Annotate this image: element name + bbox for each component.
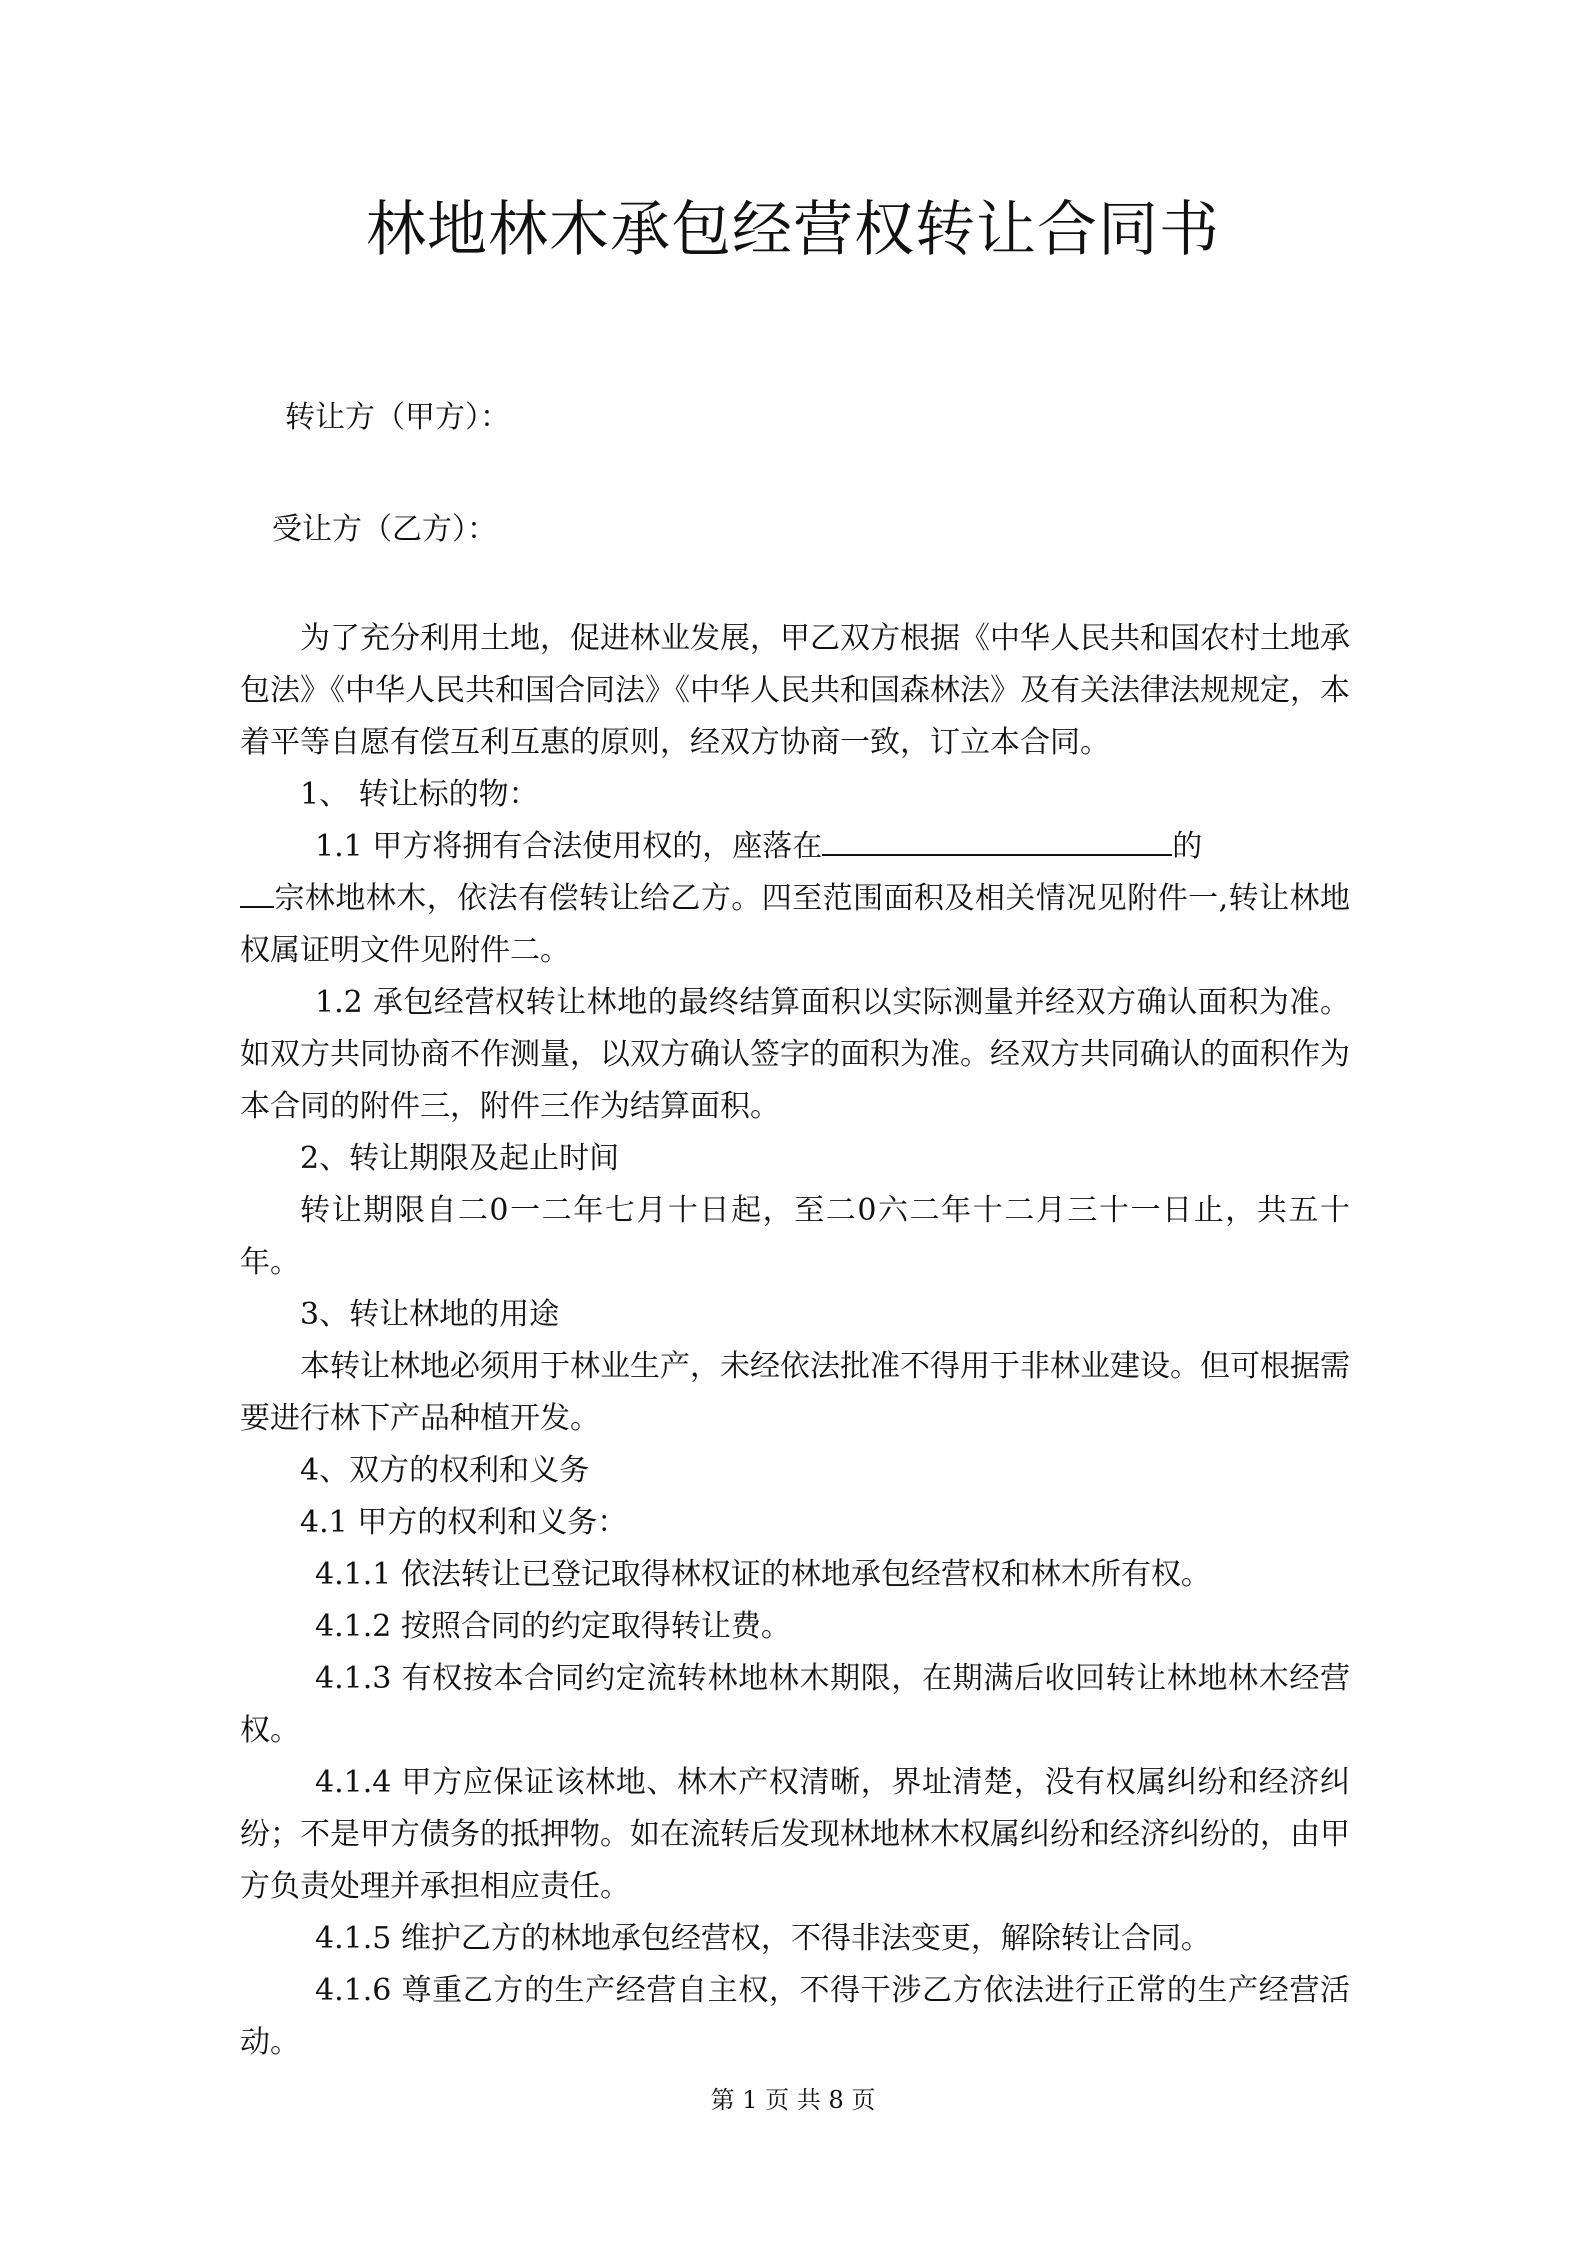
party-b-label: 受让方（乙方）：	[272, 512, 497, 547]
clause-4-1-6: 4.1.6 尊重乙方的生产经营自主权，不得干涉乙方依法进行正常的生产经营活动。	[240, 1973, 1350, 2060]
section-2-text: 转让期限自二0一二年七月十日起，至二0六二年十二月三十一日止，共五十年。	[240, 1193, 1350, 1280]
clause-1-2: 1.2 承包经营权转让林地的最终结算面积以实际测量并经双方确认面积为准。如双方共同协商不作测量，以双方确认签字的面积为准。经双方共同确认的面积作为本合同的附件三，附件三作为结算面积。	[240, 985, 1350, 1124]
clause-1-1	[240, 821, 1350, 977]
party-a-label: 转让方（甲方）：	[285, 400, 510, 435]
clause-1-1-text-a: 1.1 甲方将拥有合法使用权的，座落在	[315, 829, 823, 864]
section-4-heading: 4、双方的权利和义务	[300, 1453, 590, 1488]
clause-4-1-1: 4.1.1 依法转让已登记取得林权证的林地承包经营权和林木所有权。	[315, 1557, 1211, 1592]
intro-paragraph: 为了充分利用土地，促进林业发展，甲乙双方根据《中华人民共和国农村土地承包法》《中华人民共和国合同法》《中华人民共和国森林法》及有关法律法规规定，本着平等自愿有偿互利互惠的原则，经双方协商一致，订立本合同。	[240, 621, 1350, 760]
clause-4-1-3: 4.1.3 有权按本合同约定流转林地林木期限，在期满后收回转让林地林木经营权。	[240, 1661, 1350, 1748]
section-3-text: 本转让林地必须用于林业生产，未经依法批准不得用于非林业建设。但可根据需要进行林下产品种植开发。	[240, 1349, 1350, 1436]
clause-4-1-2: 4.1.2 按照合同的约定取得转让费。	[315, 1609, 791, 1644]
contract-body	[240, 613, 1350, 2069]
clause-1-1-text-c: 宗林地林木，依法有偿转让给乙方。四至范围面积及相关情况见附件一,转让林地权属证明文件见附件二。	[240, 881, 1350, 968]
document-title: 林地林木承包经营权转让合同书	[366, 195, 1220, 265]
section-1-heading: 1、 转让标的物：	[300, 777, 539, 812]
clause-4-1-heading: 4.1 甲方的权利和义务：	[300, 1505, 628, 1540]
section-3-heading: 3、转让林地的用途	[300, 1297, 560, 1332]
parcel-count-blank	[240, 878, 274, 908]
clause-1-1-text-b: 的	[1172, 829, 1203, 864]
location-blank	[822, 826, 1172, 856]
page-number: 第 1 页 共 8 页	[710, 2086, 876, 2114]
clause-4-1-5: 4.1.5 维护乙方的林地承包经营权，不得非法变更，解除转让合同。	[315, 1921, 1211, 1956]
section-2-heading: 2、转让期限及起止时间	[300, 1141, 620, 1176]
clause-4-1-4: 4.1.4 甲方应保证该林地、林木产权清晰，界址清楚，没有权属纠纷和经济纠纷；不是甲方债务的抵押物。如在流转后发现林地林木权属纠纷和经济纠纷的，由甲方负责处理并承担相应责任。	[240, 1765, 1350, 1904]
